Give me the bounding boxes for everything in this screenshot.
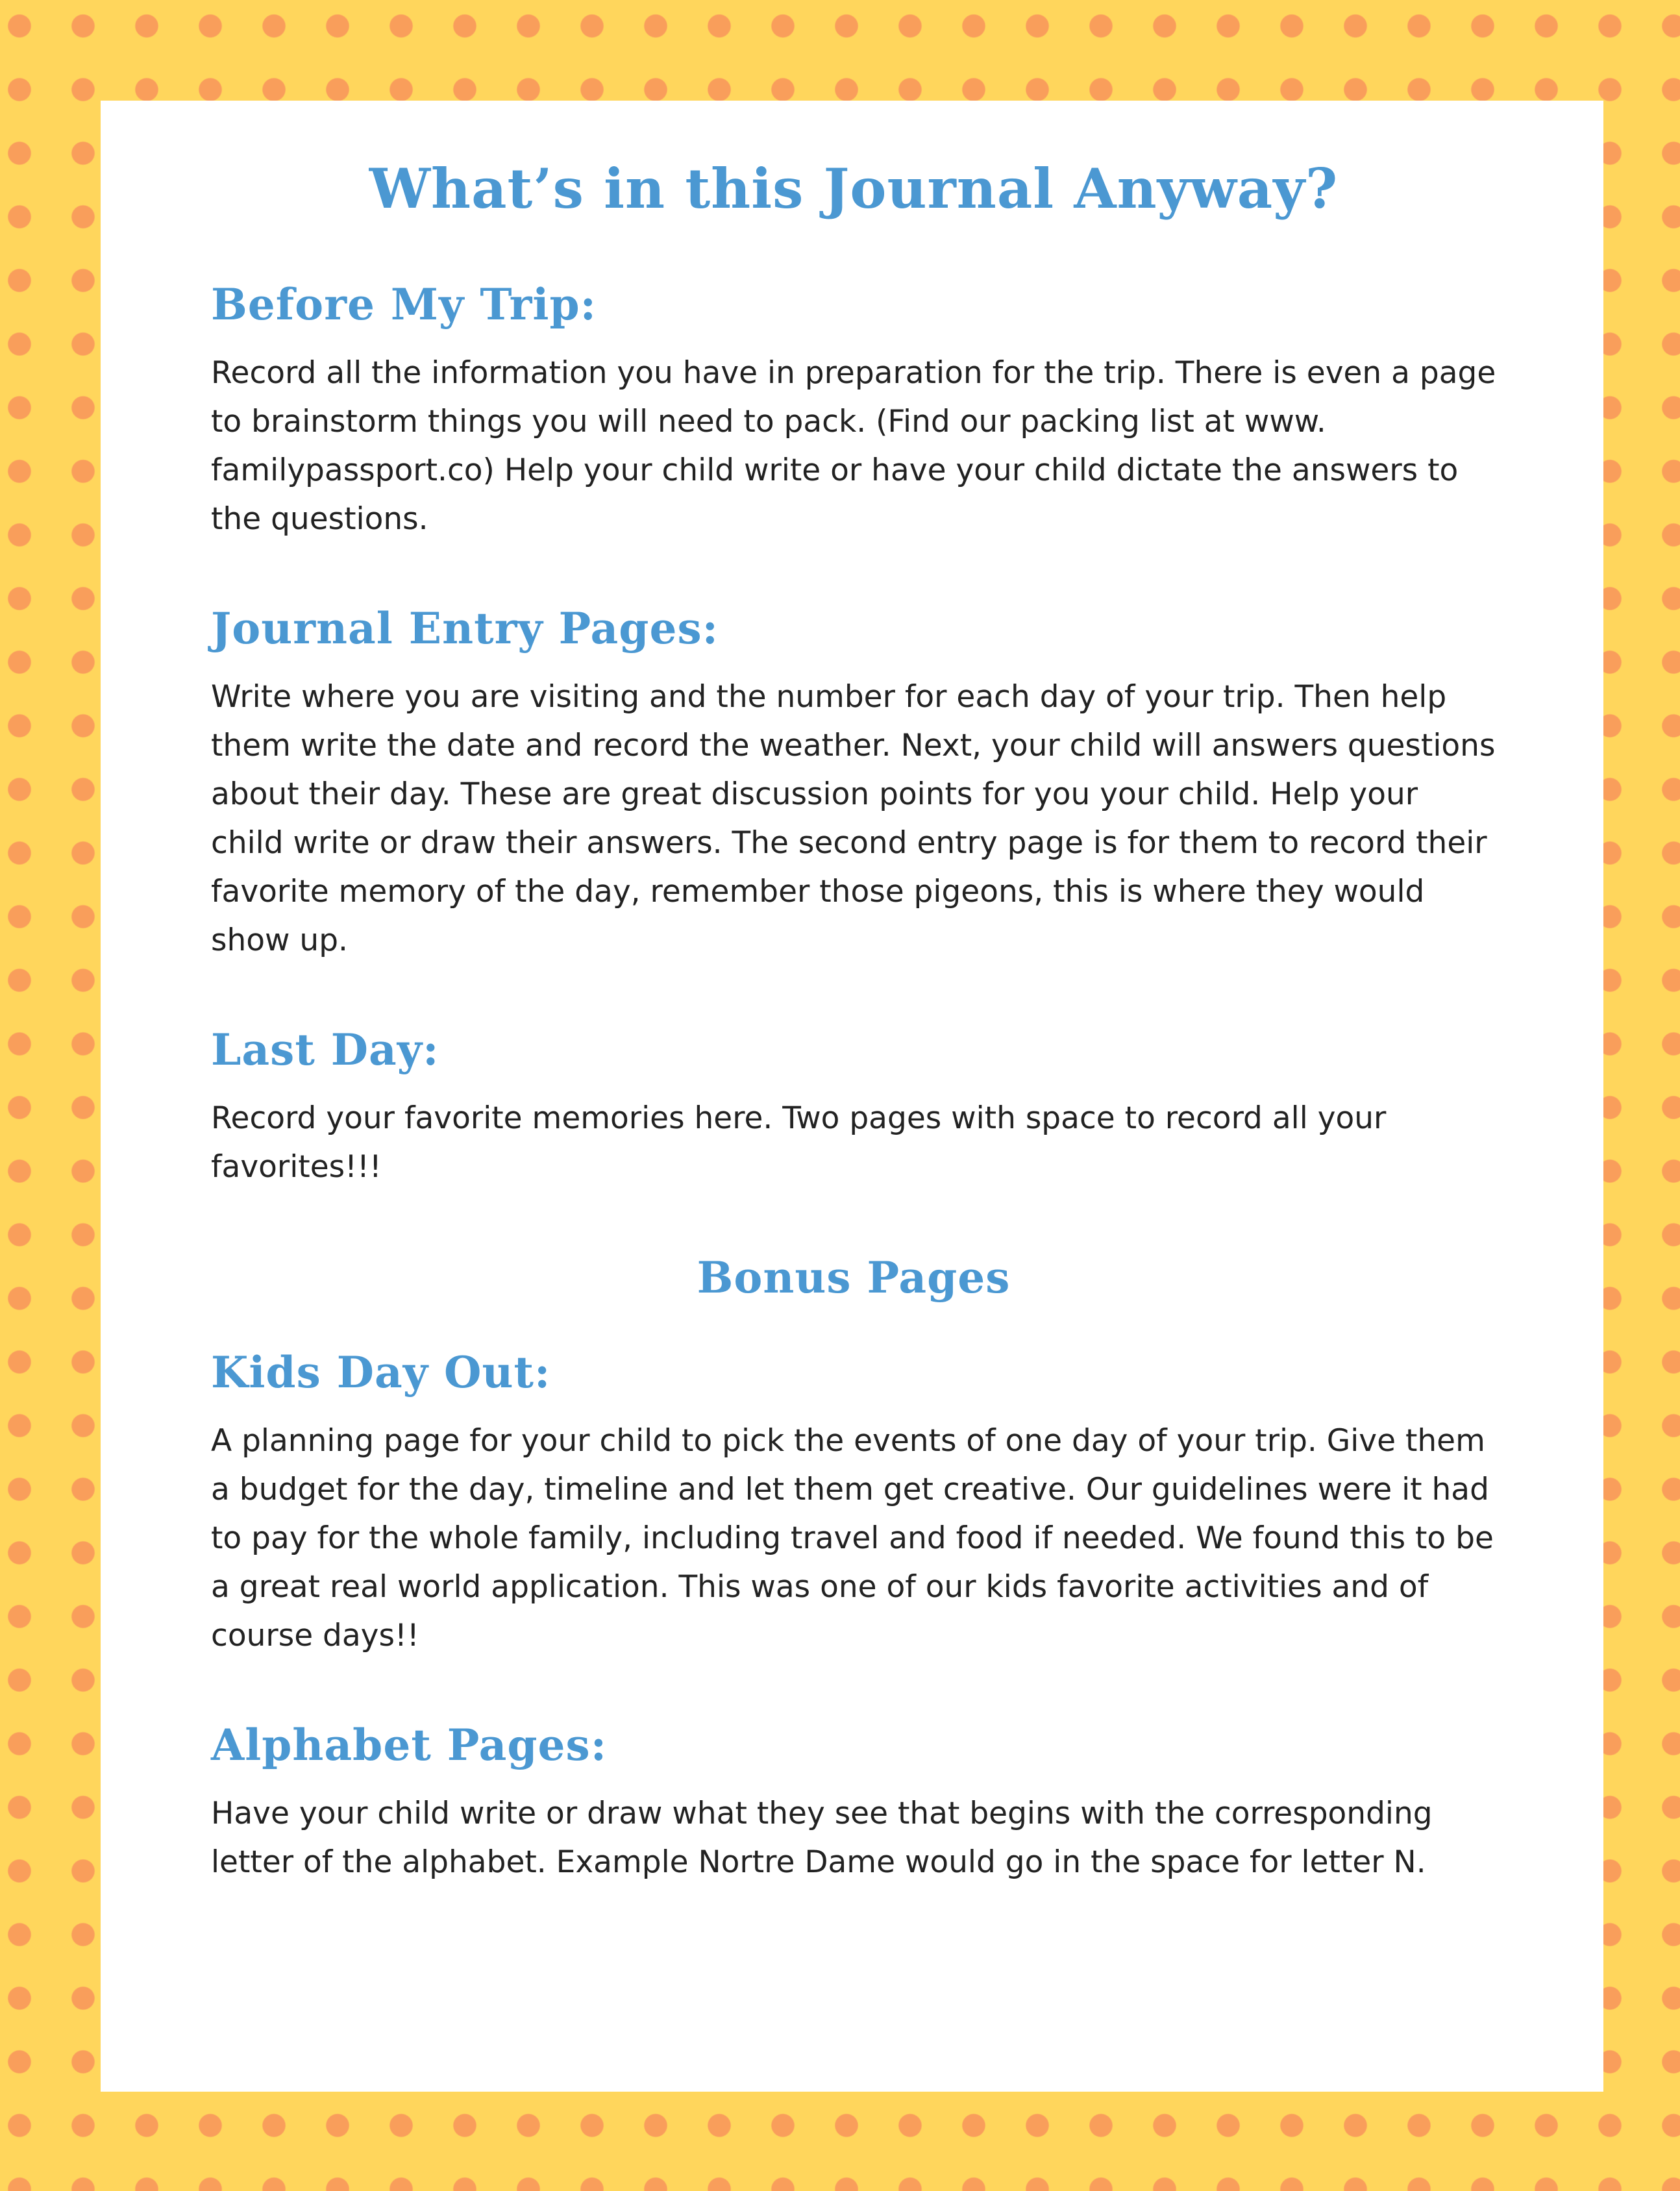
- section-body-kids-day-out: A planning page for your child to pick the events of one day of your trip. Give them a budget for the day, timeline and let them get creative. Our guidelines were it had to pay for the whole family, including travel and food if needed. We found this to be a great real world application. This was one of our kids favorite activities and of course days!!: [211, 1422, 1494, 1653]
- section-heading-alphabet-pages: Alphabet Pages:: [211, 1719, 608, 1770]
- section-heading-kids-day-out: Kids Day Out:: [211, 1346, 551, 1398]
- content-panel: [101, 101, 1603, 2092]
- section-body-before-my-trip: Record all the information you have in preparation for the trip. There is even a page to brainstorm things you will need to pack. (Find our packing list at www. familypassport.co) Help your child write or have your child dictate the answers to the questions.: [211, 354, 1496, 537]
- section-body-alphabet-pages: Have your child write or draw what they see that begins with the corresponding letter of the alphabet. Example Nortre Dame would go in the space for letter N.: [211, 1795, 1433, 1880]
- page-title: What’s in this Journal Anyway?: [369, 156, 1339, 221]
- section-heading-last-day: Last Day:: [211, 1024, 439, 1076]
- section-body-last-day: Record your favorite memories here. Two pages with space to record all your favorites!!!: [211, 1100, 1387, 1185]
- section-body-journal-entry-pages: Write where you are visiting and the number for each day of your trip. Then help them write the date and record the weather. Next, your child will answers questions about their day. These are great discussion points for you your child. Help your child write or draw their answers. The second entry page is for them to record their favorite memory of the day, remember those pigeons, this is where they would show up.: [211, 679, 1496, 959]
- bonus-pages-heading: Bonus Pages: [697, 1252, 1011, 1304]
- section-heading-before-my-trip: Before My Trip:: [211, 279, 597, 330]
- section-heading-journal-entry-pages: Journal Entry Pages:: [211, 602, 719, 654]
